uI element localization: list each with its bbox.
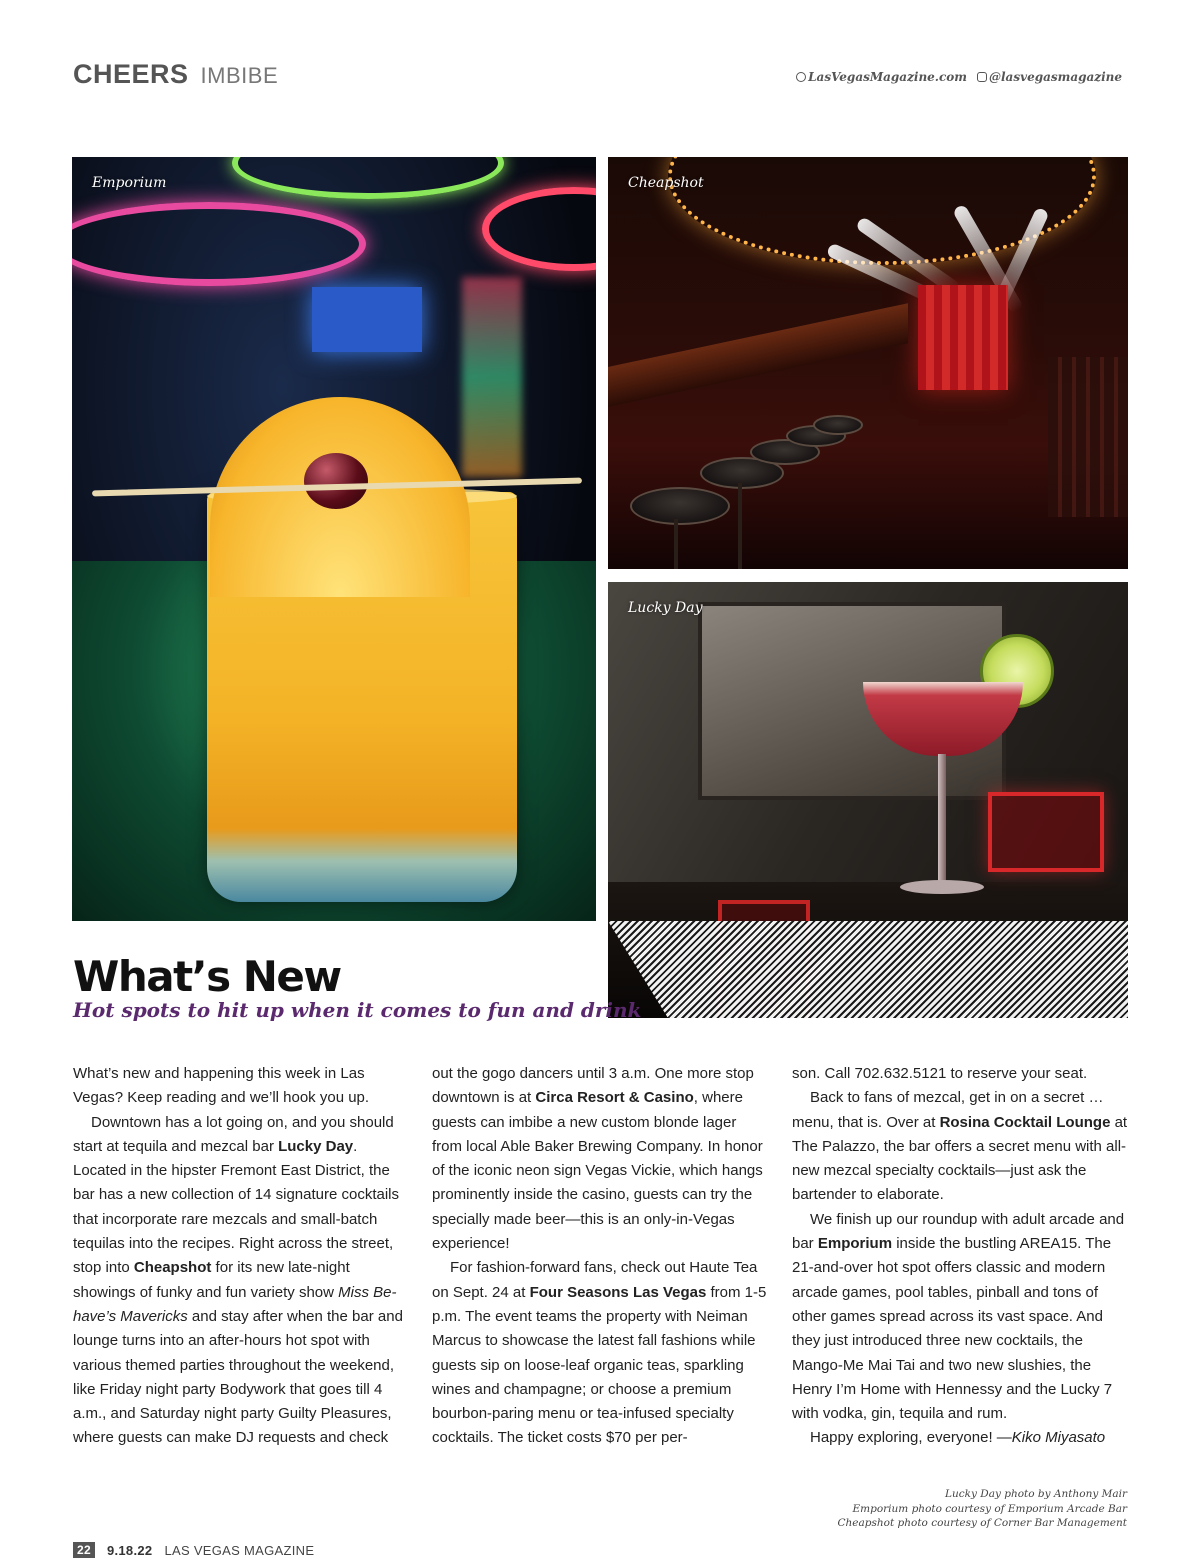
- article-column-2: [432, 1062, 770, 1451]
- article-paragraph: Back to fans of mezcal, get in on a secret … menu, that is. Over at Rosina Cocktail Lounge at The Palazzo, the bar offers a secret menu with all-new mezcal specialty cocktails—just ask the bartender to elaborate.: [792, 1089, 1128, 1204]
- neon-ring: [232, 157, 504, 199]
- article-dek: Hot spots to hit up when it comes to fun and drink: [73, 998, 642, 1022]
- globe-icon: [796, 72, 806, 82]
- page-footer: [73, 1542, 314, 1558]
- instagram-icon: [977, 72, 987, 82]
- instagram-text: @lasvegasmagazine: [989, 70, 1122, 84]
- credit-line: Cheapshot photo courtesy of Corner Bar Management: [837, 1517, 1127, 1529]
- article-paragraph: out the gogo dancers until 3 a.m. One more stop downtown is at Circa Resort & Casino, where guests can imbibe a new custom blonde lager from local Able Baker Brewing Company. In honor of the iconic neon sign Vegas Vickie, which hangs prominently inside the casino, guests can try the specially made beer—this is an only-in-Vegas experience!: [432, 1065, 763, 1253]
- neon-sign-box: [988, 792, 1104, 872]
- decorative-hatch: [608, 921, 1128, 1018]
- credit-line: Emporium photo courtesy of Emporium Arcade Bar: [852, 1502, 1127, 1515]
- photo-label-cheapshot: Cheapshot: [628, 175, 704, 191]
- cheapshot-photo: [608, 157, 1128, 569]
- venue-name: Cheapshot: [133, 1259, 212, 1277]
- instagram-link[interactable]: [977, 70, 1122, 84]
- article-paragraph: Happy exploring, everyone! —Kiko Miyasato: [810, 1429, 1106, 1447]
- cherry: [304, 453, 368, 509]
- stage-curtain: [918, 285, 1008, 390]
- issue-date: 9.18.22: [106, 1542, 153, 1558]
- article-column-1: [73, 1062, 411, 1451]
- article-column-3: [792, 1062, 1130, 1451]
- subsection-name: IMBIBE: [200, 63, 279, 88]
- photo-label-lucky-day: Lucky Day: [628, 600, 703, 616]
- page-number: 22: [73, 1542, 95, 1558]
- venue-name: Emporium: [817, 1235, 893, 1253]
- venue-name: Circa Resort & Casino: [535, 1089, 694, 1107]
- bar-counter: [608, 303, 908, 407]
- venue-name: Rosina Cocktail Lounge: [939, 1113, 1111, 1131]
- article-paragraph: What’s new and happening this week in Las Vegas? Keep reading and we’ll hook you up.: [73, 1065, 370, 1107]
- stool-leg: [674, 519, 678, 569]
- photo-label-emporium: Emporium: [92, 175, 167, 191]
- section-label: [73, 58, 278, 92]
- booth-seating: [1048, 357, 1128, 517]
- article-headline: What’s New: [73, 952, 341, 1001]
- article-paragraph: Downtown has a lot going on, and you should start at tequila and mezcal bar Lucky Day. Located in the hipster Fremont East District, the bar has a new collection of 14 signature cocktails that incorporate rare mezcals and small-batch tequilas into the recipes. Right across the street, stop into Cheapshot for its new late-night showings of funky and fun variety show Miss Be-have’s Mavericks and stay after when the bar and lounge turns into an after-hours hot spot with various themed parties throughout the weekend, like Friday night party Bodywork that goes till 4 a.m., and Saturday night party Guilty Pleasures, where guests can make DJ requests and check: [73, 1113, 403, 1447]
- italic-text: Kiko Miyasato: [1011, 1429, 1106, 1447]
- bar-stool: [630, 487, 730, 525]
- publication-name: LAS VEGAS MAGAZINE: [164, 1542, 315, 1558]
- bar-stool: [813, 415, 863, 435]
- neon-ring: [482, 187, 596, 271]
- neon-ring: [72, 202, 366, 286]
- article-paragraph: son. Call 702.632.5121 to reserve your seat.: [792, 1065, 1088, 1082]
- arcade-screen: [312, 287, 422, 352]
- header-links: [796, 70, 1122, 84]
- article-paragraph: We finish up our roundup with adult arcade and bar Emporium inside the bustling AREA15. The 21-and-over hot spot offers classic and modern arcade games, pool tables, pinball and tons of other games spread across its vast space. And they just introduced three new cocktails, the Mango-Me Mai Tai and two new slushies, the Henry I’m Home with Hennessy and the Lucky 7 with vodka, gin, tequila and rum.: [792, 1210, 1125, 1423]
- glass-foot: [900, 880, 984, 894]
- venue-name: Lucky Day: [278, 1137, 354, 1155]
- website-text: LasVegasMagazine.com: [808, 70, 967, 84]
- arcade-lights: [462, 277, 522, 477]
- glass-stem: [938, 754, 946, 884]
- photo-credits: [838, 1487, 1128, 1531]
- venue-name: Four Seasons Las Vegas: [529, 1283, 707, 1301]
- stool-leg: [738, 483, 742, 569]
- section-name: CHEERS: [73, 59, 189, 89]
- italic-text: Miss Be-have’s Mavericks: [73, 1283, 397, 1325]
- emporium-photo: [72, 157, 596, 921]
- website-link[interactable]: [796, 70, 967, 84]
- credit-line: Lucky Day photo by Anthony Mair: [945, 1488, 1127, 1500]
- article-paragraph: For fashion-forward fans, check out Haute Tea on Sept. 24 at Four Seasons Las Vegas from 1-5 p.m. The event teams the property with Neiman Marcus to showcase the latest fall fashions while guests sip on loose-leaf organic teas, sparkling wines and champagne; or choose a premium bourbon-paring menu or tea-infused specialty cocktails. The ticket costs $70 per per-: [432, 1259, 767, 1447]
